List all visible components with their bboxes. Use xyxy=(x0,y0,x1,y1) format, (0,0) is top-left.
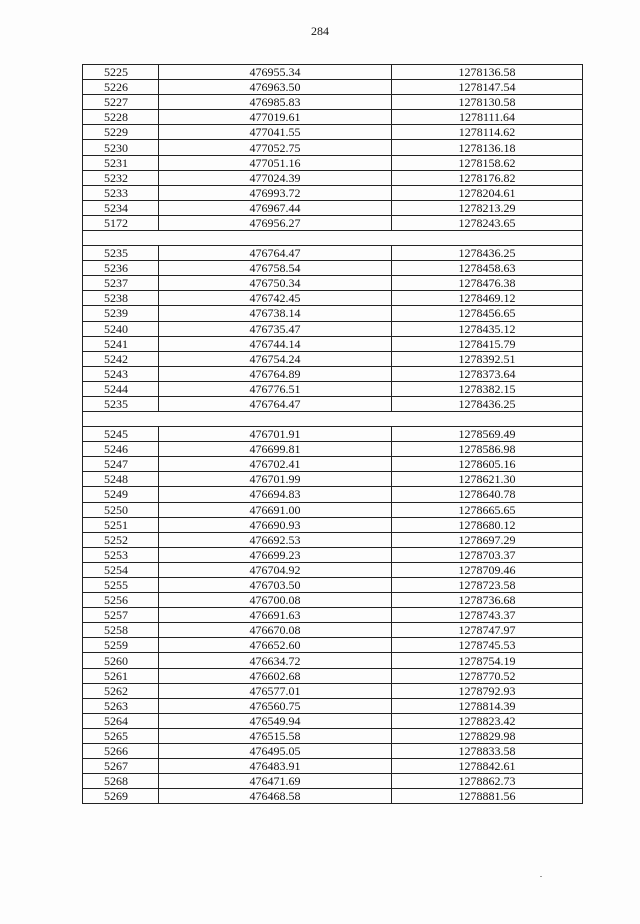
group-separator-cell xyxy=(83,231,583,246)
point-id-cell: 5254 xyxy=(83,562,159,577)
x-coordinate-cell: 477024.39 xyxy=(159,170,392,185)
point-id-cell: 5246 xyxy=(83,442,159,457)
table-row xyxy=(83,562,583,577)
table-row xyxy=(83,517,583,532)
y-coordinate-cell: 1278436.25 xyxy=(392,396,583,411)
point-id-cell: 5235 xyxy=(83,246,159,261)
y-coordinate-cell: 1278736.68 xyxy=(392,593,583,608)
table-row xyxy=(83,200,583,215)
x-coordinate-cell: 476764.47 xyxy=(159,396,392,411)
point-id-cell: 5247 xyxy=(83,457,159,472)
table-row xyxy=(83,140,583,155)
y-coordinate-cell: 1278130.58 xyxy=(392,95,583,110)
point-id-cell: 5231 xyxy=(83,155,159,170)
point-id-cell: 5239 xyxy=(83,306,159,321)
x-coordinate-cell: 476549.94 xyxy=(159,713,392,728)
y-coordinate-cell: 1278792.93 xyxy=(392,683,583,698)
point-id-cell: 5250 xyxy=(83,502,159,517)
x-coordinate-cell: 477052.75 xyxy=(159,140,392,155)
y-coordinate-cell: 1278586.98 xyxy=(392,442,583,457)
point-id-cell: 5268 xyxy=(83,774,159,789)
point-id-cell: 5230 xyxy=(83,140,159,155)
table-row xyxy=(83,638,583,653)
x-coordinate-cell: 476670.08 xyxy=(159,623,392,638)
x-coordinate-cell: 476985.83 xyxy=(159,95,392,110)
table-row xyxy=(83,623,583,638)
point-id-cell: 5243 xyxy=(83,366,159,381)
x-coordinate-cell: 476700.08 xyxy=(159,593,392,608)
coordinates-table-container xyxy=(82,64,582,804)
table-row xyxy=(83,155,583,170)
point-id-cell: 5242 xyxy=(83,351,159,366)
x-coordinate-cell: 476577.01 xyxy=(159,683,392,698)
point-id-cell: 5266 xyxy=(83,744,159,759)
x-coordinate-cell: 476993.72 xyxy=(159,185,392,200)
table-row xyxy=(83,185,583,200)
table-row xyxy=(83,547,583,562)
point-id-cell: 5237 xyxy=(83,276,159,291)
y-coordinate-cell: 1278605.16 xyxy=(392,457,583,472)
table-row xyxy=(83,698,583,713)
y-coordinate-cell: 1278373.64 xyxy=(392,366,583,381)
point-id-cell: 5233 xyxy=(83,185,159,200)
table-row xyxy=(83,472,583,487)
y-coordinate-cell: 1278456.65 xyxy=(392,306,583,321)
x-coordinate-cell: 476742.45 xyxy=(159,291,392,306)
x-coordinate-cell: 476702.41 xyxy=(159,457,392,472)
y-coordinate-cell: 1278833.58 xyxy=(392,744,583,759)
point-id-cell: 5241 xyxy=(83,336,159,351)
table-row xyxy=(83,80,583,95)
table-row xyxy=(83,728,583,743)
point-id-cell: 5244 xyxy=(83,381,159,396)
y-coordinate-cell: 1278435.12 xyxy=(392,321,583,336)
y-coordinate-cell: 1278621.30 xyxy=(392,472,583,487)
x-coordinate-cell: 476758.54 xyxy=(159,261,392,276)
x-coordinate-cell: 476699.23 xyxy=(159,547,392,562)
x-coordinate-cell: 476754.24 xyxy=(159,351,392,366)
table-row xyxy=(83,789,583,804)
table-row xyxy=(83,457,583,472)
point-id-cell: 5240 xyxy=(83,321,159,336)
y-coordinate-cell: 1278703.37 xyxy=(392,547,583,562)
table-row xyxy=(83,487,583,502)
y-coordinate-cell: 1278829.98 xyxy=(392,728,583,743)
y-coordinate-cell: 1278436.25 xyxy=(392,246,583,261)
table-row xyxy=(83,110,583,125)
y-coordinate-cell: 1278476.38 xyxy=(392,276,583,291)
x-coordinate-cell: 476691.00 xyxy=(159,502,392,517)
y-coordinate-cell: 1278862.73 xyxy=(392,774,583,789)
x-coordinate-cell: 476704.92 xyxy=(159,562,392,577)
y-coordinate-cell: 1278754.19 xyxy=(392,653,583,668)
x-coordinate-cell: 476690.93 xyxy=(159,517,392,532)
x-coordinate-cell: 477019.61 xyxy=(159,110,392,125)
point-id-cell: 5238 xyxy=(83,291,159,306)
table-row xyxy=(83,668,583,683)
y-coordinate-cell: 1278823.42 xyxy=(392,713,583,728)
y-coordinate-cell: 1278747.97 xyxy=(392,623,583,638)
x-coordinate-cell: 476764.47 xyxy=(159,246,392,261)
table-row xyxy=(83,261,583,276)
y-coordinate-cell: 1278745.53 xyxy=(392,638,583,653)
x-coordinate-cell: 476776.51 xyxy=(159,381,392,396)
point-id-cell: 5255 xyxy=(83,578,159,593)
point-id-cell: 5228 xyxy=(83,110,159,125)
scan-artifact xyxy=(540,876,542,877)
point-id-cell: 5229 xyxy=(83,125,159,140)
point-id-cell: 5249 xyxy=(83,487,159,502)
group-separator-row xyxy=(83,231,583,246)
x-coordinate-cell: 476560.75 xyxy=(159,698,392,713)
y-coordinate-cell: 1278842.61 xyxy=(392,759,583,774)
x-coordinate-cell: 476495.05 xyxy=(159,744,392,759)
y-coordinate-cell: 1278458.63 xyxy=(392,261,583,276)
y-coordinate-cell: 1278204.61 xyxy=(392,185,583,200)
point-id-cell: 5258 xyxy=(83,623,159,638)
table-row xyxy=(83,291,583,306)
x-coordinate-cell: 476652.60 xyxy=(159,638,392,653)
table-row xyxy=(83,65,583,80)
y-coordinate-cell: 1278392.51 xyxy=(392,351,583,366)
point-id-cell: 5260 xyxy=(83,653,159,668)
x-coordinate-cell: 476515.58 xyxy=(159,728,392,743)
point-id-cell: 5263 xyxy=(83,698,159,713)
x-coordinate-cell: 476701.91 xyxy=(159,427,392,442)
point-id-cell: 5267 xyxy=(83,759,159,774)
x-coordinate-cell: 476634.72 xyxy=(159,653,392,668)
x-coordinate-cell: 476738.14 xyxy=(159,306,392,321)
x-coordinate-cell: 476483.91 xyxy=(159,759,392,774)
y-coordinate-cell: 1278709.46 xyxy=(392,562,583,577)
group-separator-row xyxy=(83,412,583,427)
table-row xyxy=(83,713,583,728)
x-coordinate-cell: 476735.47 xyxy=(159,321,392,336)
table-row xyxy=(83,774,583,789)
table-row xyxy=(83,381,583,396)
table-row xyxy=(83,744,583,759)
y-coordinate-cell: 1278770.52 xyxy=(392,668,583,683)
y-coordinate-cell: 1278743.37 xyxy=(392,608,583,623)
point-id-cell: 5257 xyxy=(83,608,159,623)
group-separator-cell xyxy=(83,412,583,427)
table-row xyxy=(83,306,583,321)
x-coordinate-cell: 476468.58 xyxy=(159,789,392,804)
y-coordinate-cell: 1278680.12 xyxy=(392,517,583,532)
x-coordinate-cell: 476764.89 xyxy=(159,366,392,381)
table-row xyxy=(83,276,583,291)
table-row xyxy=(83,95,583,110)
y-coordinate-cell: 1278114.62 xyxy=(392,125,583,140)
y-coordinate-cell: 1278243.65 xyxy=(392,215,583,230)
x-coordinate-cell: 476967.44 xyxy=(159,200,392,215)
table-row xyxy=(83,653,583,668)
y-coordinate-cell: 1278213.29 xyxy=(392,200,583,215)
y-coordinate-cell: 1278881.56 xyxy=(392,789,583,804)
coordinates-table xyxy=(82,64,583,804)
table-row xyxy=(83,759,583,774)
y-coordinate-cell: 1278111.64 xyxy=(392,110,583,125)
point-id-cell: 5252 xyxy=(83,532,159,547)
y-coordinate-cell: 1278665.65 xyxy=(392,502,583,517)
point-id-cell: 5269 xyxy=(83,789,159,804)
table-row xyxy=(83,683,583,698)
table-row xyxy=(83,336,583,351)
point-id-cell: 5236 xyxy=(83,261,159,276)
point-id-cell: 5248 xyxy=(83,472,159,487)
x-coordinate-cell: 476699.81 xyxy=(159,442,392,457)
x-coordinate-cell: 476471.69 xyxy=(159,774,392,789)
point-id-cell: 5261 xyxy=(83,668,159,683)
point-id-cell: 5226 xyxy=(83,80,159,95)
x-coordinate-cell: 476701.99 xyxy=(159,472,392,487)
table-row xyxy=(83,351,583,366)
point-id-cell: 5235 xyxy=(83,396,159,411)
y-coordinate-cell: 1278569.49 xyxy=(392,427,583,442)
point-id-cell: 5251 xyxy=(83,517,159,532)
y-coordinate-cell: 1278158.62 xyxy=(392,155,583,170)
point-id-cell: 5227 xyxy=(83,95,159,110)
x-coordinate-cell: 476694.83 xyxy=(159,487,392,502)
point-id-cell: 5264 xyxy=(83,713,159,728)
table-row xyxy=(83,427,583,442)
table-row xyxy=(83,608,583,623)
x-coordinate-cell: 476691.63 xyxy=(159,608,392,623)
x-coordinate-cell: 476703.50 xyxy=(159,578,392,593)
y-coordinate-cell: 1278814.39 xyxy=(392,698,583,713)
point-id-cell: 5172 xyxy=(83,215,159,230)
y-coordinate-cell: 1278723.58 xyxy=(392,578,583,593)
point-id-cell: 5232 xyxy=(83,170,159,185)
table-row xyxy=(83,125,583,140)
x-coordinate-cell: 476956.27 xyxy=(159,215,392,230)
table-row xyxy=(83,442,583,457)
point-id-cell: 5259 xyxy=(83,638,159,653)
point-id-cell: 5262 xyxy=(83,683,159,698)
x-coordinate-cell: 477041.55 xyxy=(159,125,392,140)
y-coordinate-cell: 1278176.82 xyxy=(392,170,583,185)
table-row xyxy=(83,593,583,608)
table-row xyxy=(83,396,583,411)
table-row xyxy=(83,321,583,336)
x-coordinate-cell: 476955.34 xyxy=(159,65,392,80)
y-coordinate-cell: 1278469.12 xyxy=(392,291,583,306)
y-coordinate-cell: 1278147.54 xyxy=(392,80,583,95)
y-coordinate-cell: 1278382.15 xyxy=(392,381,583,396)
x-coordinate-cell: 476602.68 xyxy=(159,668,392,683)
table-row xyxy=(83,532,583,547)
table-row xyxy=(83,215,583,230)
point-id-cell: 5256 xyxy=(83,593,159,608)
table-row xyxy=(83,502,583,517)
x-coordinate-cell: 476744.14 xyxy=(159,336,392,351)
x-coordinate-cell: 476750.34 xyxy=(159,276,392,291)
page-number: 284 xyxy=(311,24,329,38)
coordinates-table-body xyxy=(83,65,583,804)
y-coordinate-cell: 1278136.58 xyxy=(392,65,583,80)
x-coordinate-cell: 477051.16 xyxy=(159,155,392,170)
point-id-cell: 5234 xyxy=(83,200,159,215)
x-coordinate-cell: 476963.50 xyxy=(159,80,392,95)
point-id-cell: 5253 xyxy=(83,547,159,562)
table-row xyxy=(83,578,583,593)
y-coordinate-cell: 1278136.18 xyxy=(392,140,583,155)
y-coordinate-cell: 1278697.29 xyxy=(392,532,583,547)
x-coordinate-cell: 476692.53 xyxy=(159,532,392,547)
y-coordinate-cell: 1278640.78 xyxy=(392,487,583,502)
table-row xyxy=(83,366,583,381)
y-coordinate-cell: 1278415.79 xyxy=(392,336,583,351)
point-id-cell: 5225 xyxy=(83,65,159,80)
point-id-cell: 5245 xyxy=(83,427,159,442)
table-row xyxy=(83,170,583,185)
table-row xyxy=(83,246,583,261)
point-id-cell: 5265 xyxy=(83,728,159,743)
